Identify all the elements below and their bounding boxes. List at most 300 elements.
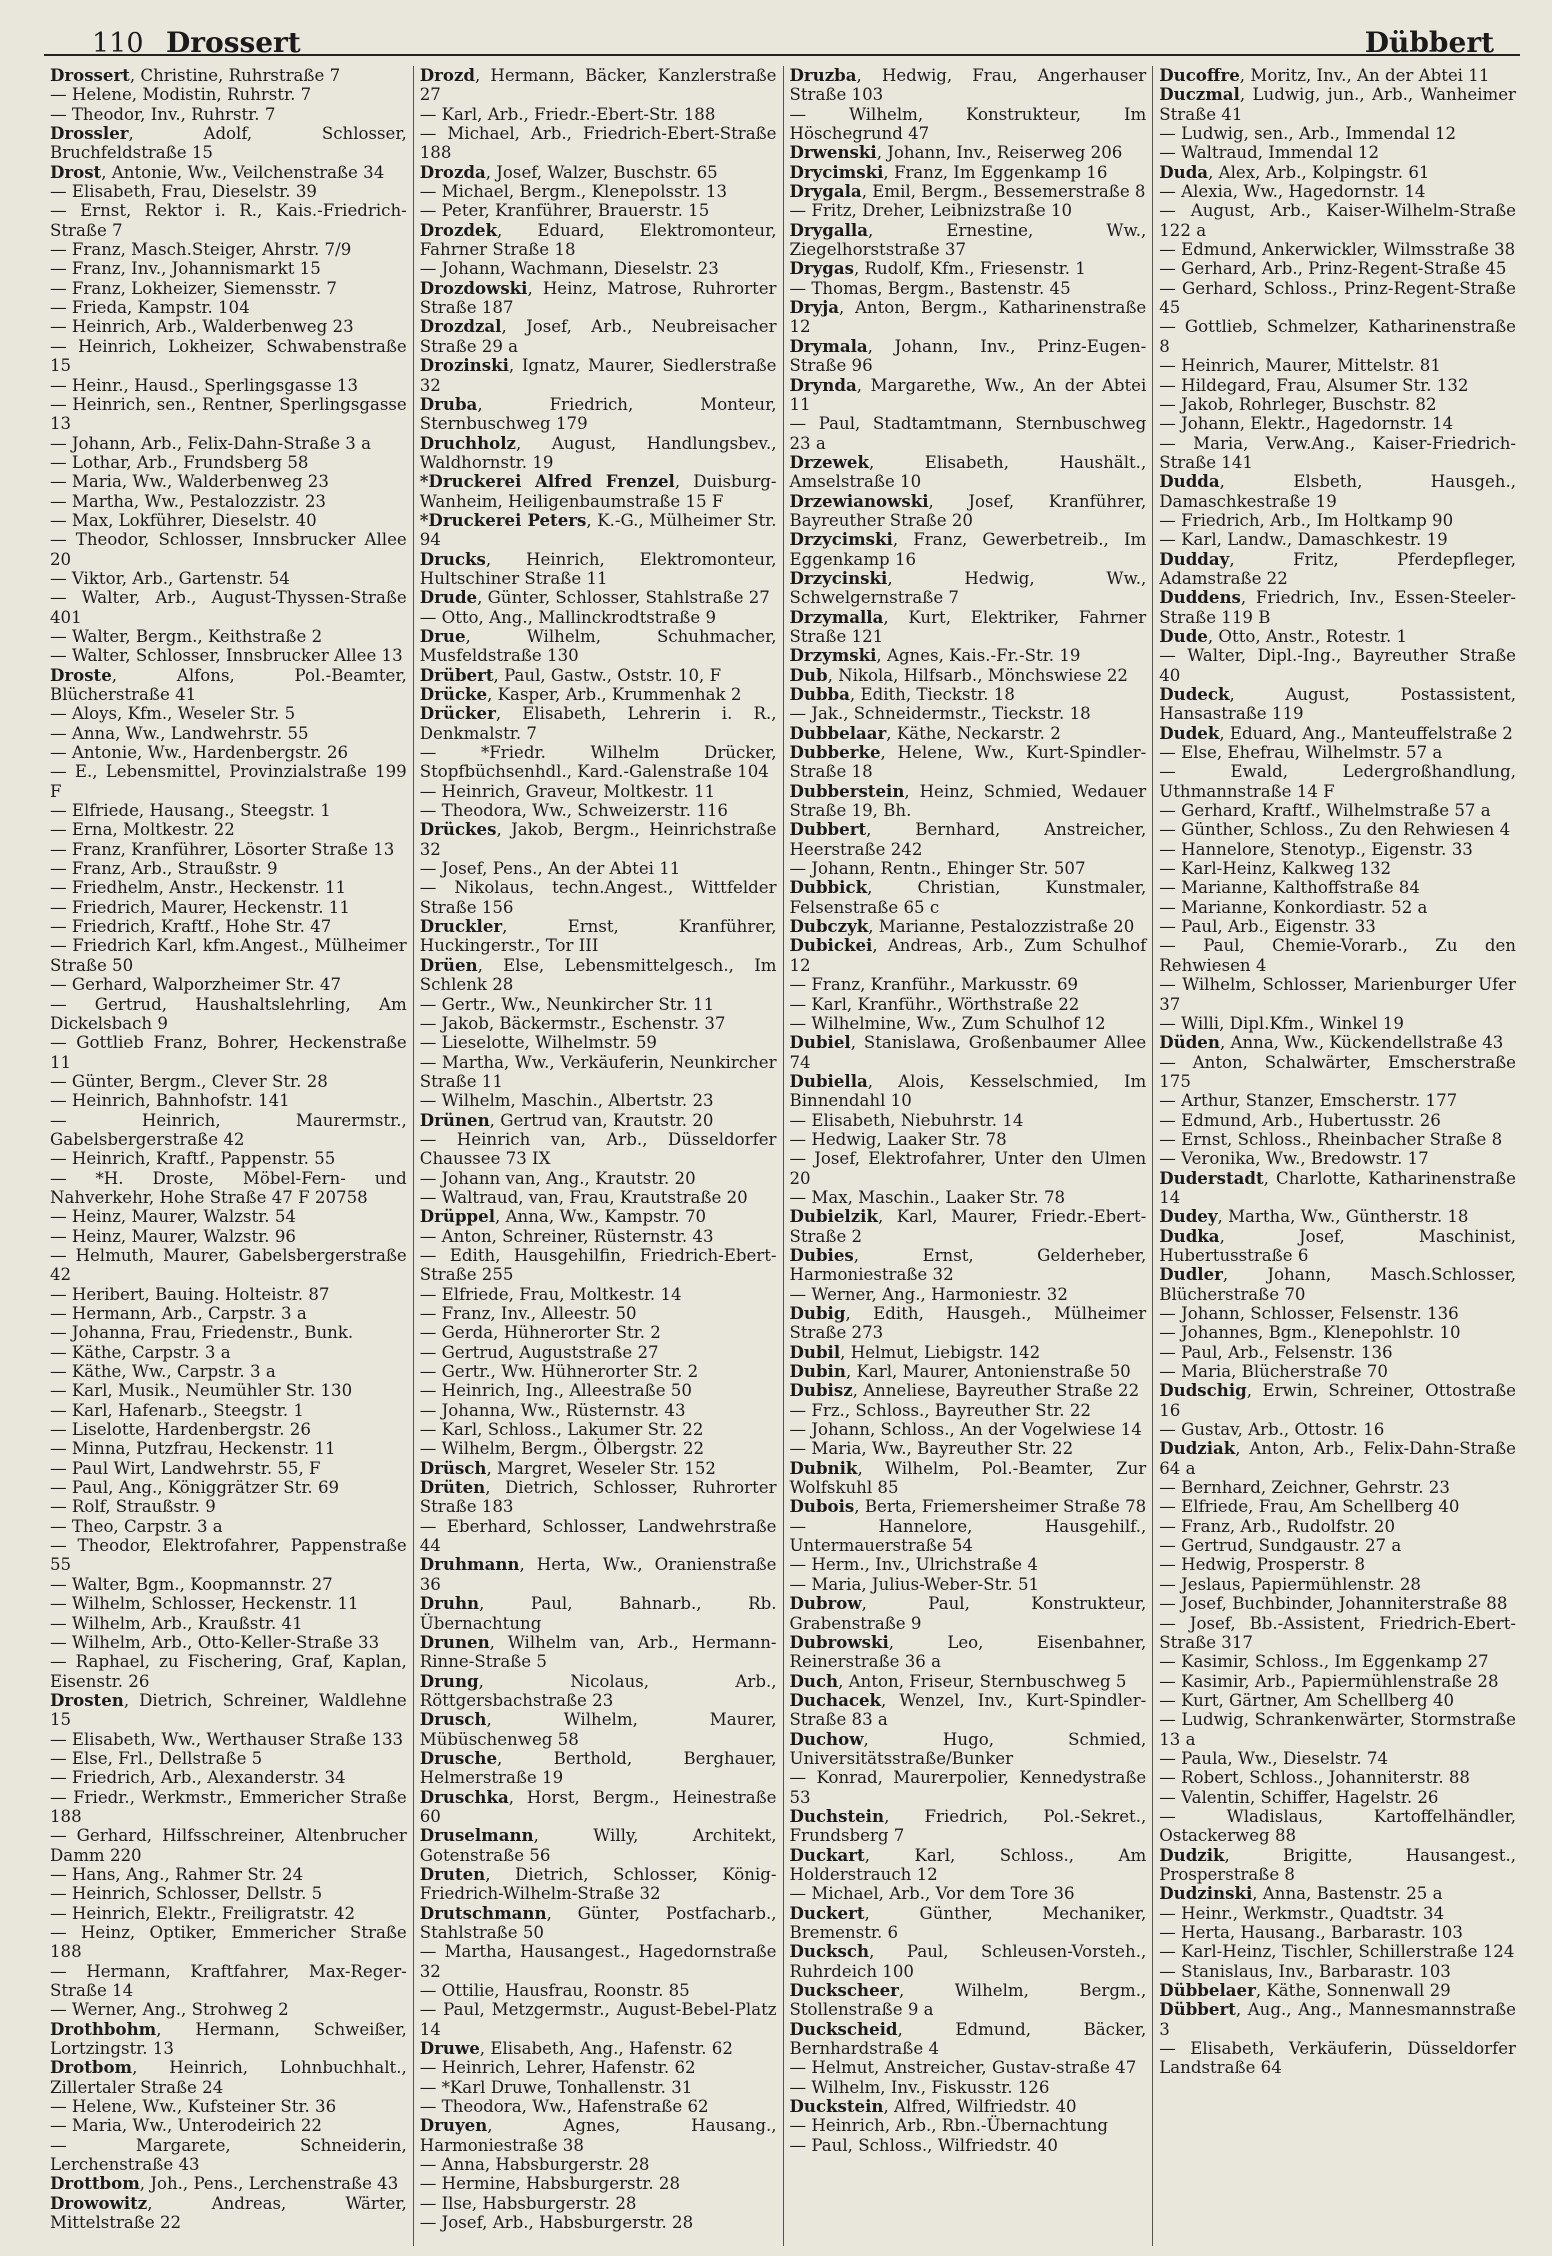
directory-entry: *Druckerei Peters, K.-G., Mülheimer Str. 94 — [419, 509, 777, 550]
directory-entry: — Johann, Wachmann, Dieselstr. 23 — [419, 259, 719, 279]
directory-entry: Drüen, Else, Lebensmittelgesch., Im Schlenk 28 — [419, 954, 777, 995]
directory-entry: — Anna, Ww., Landwehrstr. 55 — [50, 723, 309, 743]
entry-surname: Drost — [50, 161, 102, 182]
entry-surname: Dudzik — [1159, 1844, 1225, 1865]
directory-entry: — Gertrud, Sundgaustr. 27 a — [1159, 1536, 1402, 1556]
directory-entry: — Erna, Moltkestr. 22 — [50, 820, 235, 840]
directory-entry: — Gertrud, Haushaltslehrling, Am Dickelsbach 9 — [50, 994, 407, 1033]
directory-entry: — Maria, Ww., Walderbenweg 23 — [50, 472, 329, 492]
directory-entry: Druba, Friedrich, Monteur, Sternbuschweg 179 — [419, 393, 777, 434]
directory-entry: — Elisabeth, Ww., Werthauser Straße 133 — [50, 1729, 404, 1749]
directory-entry: — Frz., Schloss., Bayreuther Str. 22 — [789, 1400, 1091, 1420]
directory-entry: — Jak., Schneidermstr., Tieckstr. 18 — [789, 704, 1091, 724]
directory-entry: — Josef, Bb.-Assistent, Friedrich-Ebert-Straße 317 — [1159, 1613, 1516, 1652]
directory-entry: — Antonie, Ww., Hardenbergstr. 26 — [50, 743, 349, 763]
entry-surname: Dubil — [789, 1341, 841, 1362]
directory-entry: — Karl, Hafenarb., Steegstr. 1 — [50, 1400, 304, 1420]
directory-entry: — Ludwig, Schrankenwärter, Stormstraße 13 a — [1159, 1710, 1516, 1749]
directory-entry: — Herta, Hausang., Barbarastr. 103 — [1159, 1923, 1463, 1942]
directory-entry: — Hildegard, Frau, Alsumer Str. 132 — [1159, 375, 1469, 395]
entry-surname: Drossler — [50, 123, 129, 144]
directory-entry: — Friedrich, Arb., Im Holtkamp 90 — [1159, 510, 1454, 530]
directory-entry: — Stanislaus, Inv., Barbarastr. 103 — [1159, 1961, 1451, 1981]
directory-entry: Dubielzik, Karl, Maurer, Friedr.-Ebert-Straße 2 — [789, 1206, 1147, 1246]
directory-entry: Duckart, Karl, Schloss., Am Holderstrauch 12 — [789, 1844, 1147, 1884]
directory-entry: — Kasimir, Arb., Papiermühlenstraße 28 — [1159, 1671, 1499, 1691]
entry-surname: Drüen — [419, 954, 478, 975]
directory-entry: — Else, Ehefrau, Wilhelmstr. 57 a — [1159, 743, 1443, 763]
directory-entry: — Hedwig, Laaker Str. 78 — [789, 1129, 1007, 1149]
directory-entry: Drotbom, Heinrich, Lohnbuchhalt., Zillertaler Straße 24 — [50, 2057, 407, 2097]
directory-entry: Drycimski, Franz, Im Eggenkamp 16 — [789, 161, 1108, 182]
directory-entry: — Waltraud, Immendal 12 — [1159, 143, 1380, 163]
directory-entry: — Paul, Ang., Königgrätzer Str. 69 — [50, 1478, 340, 1498]
directory-entry: — Alexia, Ww., Hagedornstr. 14 — [1159, 182, 1426, 202]
directory-entry: — Otto, Ang., Mallinckrodtstraße 9 — [419, 607, 717, 627]
right-guide-word: Dübbert — [1364, 26, 1494, 59]
directory-entry: Drückes, Jakob, Bergm., Heinrichstraße 32 — [419, 819, 777, 859]
entry-surname: Drygalla — [789, 219, 868, 240]
directory-entry: — Theodor, Inv., Ruhrstr. 7 — [50, 104, 276, 124]
directory-entry: — Theodora, Ww., Schweizerstr. 116 — [419, 801, 728, 821]
directory-entry: Dudka, Josef, Maschinist, Hubertusstraße 6 — [1159, 1225, 1516, 1265]
directory-entry: — Aloys, Kfm., Weseler Str. 5 — [50, 704, 296, 724]
directory-entry: — Friedrich, Arb., Alexanderstr. 34 — [50, 1768, 346, 1788]
directory-entry: — August, Arb., Kaiser-Wilhelm-Straße 122 a — [1159, 201, 1516, 240]
directory-entry: — Gertr., Ww. Hühnerorter Str. 2 — [419, 1362, 699, 1382]
entry-surname: Drottbom — [50, 2173, 140, 2194]
directory-entry: Drwenski, Johann, Inv., Reiserweg 206 — [789, 142, 1123, 163]
directory-entry: — Ludwig, sen., Arb., Immendal 12 — [1159, 124, 1457, 144]
directory-entry: — Elisabeth, Frau, Dieselstr. 39 — [50, 182, 317, 202]
entry-surname: Drozd — [419, 66, 475, 85]
directory-entry: Dubnik, Wilhelm, Pol.-Beamter, Zur Wolfskuhl 85 — [789, 1457, 1147, 1498]
directory-entry: — Hans, Ang., Rahmer Str. 24 — [50, 1864, 304, 1884]
directory-entry: — Rolf, Straußstr. 9 — [50, 1497, 216, 1517]
directory-entry: — Johanna, Ww., Rüsternstr. 43 — [419, 1400, 686, 1420]
directory-entry: — Paul, Arb., Eigenstr. 33 — [1159, 917, 1376, 937]
directory-entry: Dubin, Karl, Maurer, Antonienstraße 50 — [789, 1361, 1131, 1382]
directory-entry: — Bernhard, Zeichner, Gehrstr. 23 — [1159, 1478, 1450, 1498]
directory-entry: Duddens, Friedrich, Inv., Essen-Steeler-Straße 119 B — [1159, 587, 1516, 627]
directory-entry: Dub, Nikola, Hilfsarb., Mönchswiese 22 — [789, 664, 1128, 685]
directory-entry: — Wilhelm, Arb., Kraußstr. 41 — [50, 1613, 303, 1633]
directory-entry: — Theo, Carpstr. 3 a — [50, 1516, 223, 1536]
entry-surname: Dudler — [1159, 1264, 1223, 1285]
directory-entry: Druhmann, Herta, Ww., Oranienstraße 36 — [419, 1554, 777, 1594]
directory-entry: Druten, Dietrich, Schlosser, König-Friedrich-Wilhelm-Straße 32 — [419, 1863, 777, 1904]
directory-entry: — Arthur, Stanzer, Emscherstr. 177 — [1159, 1091, 1458, 1111]
entry-surname: Dudday — [1159, 548, 1230, 569]
directory-entry: Drzymski, Agnes, Kais.-Fr.-Str. 19 — [789, 645, 1081, 666]
directory-entry: — Edmund, Ankerwickler, Wilmsstraße 38 — [1159, 240, 1516, 260]
directory-entry: — Maria, Verw.Ang., Kaiser-Friedrich-Straße 141 — [1159, 433, 1516, 472]
entry-surname: Dudek — [1159, 722, 1220, 743]
entry-surname: Drunen — [419, 1631, 490, 1652]
directory-entry: — Heinrich, sen., Rentner, Sperlingsgasse 13 — [50, 394, 407, 434]
directory-entry: Druyen, Agnes, Hausang., Harmoniestraße 38 — [419, 2115, 777, 2155]
directory-entry: — Maria, Blücherstraße 70 — [1159, 1362, 1388, 1382]
directory-entry: — Karl, Musik., Neumühler Str. 130 — [50, 1381, 353, 1401]
directory-entry: — Eberhard, Schlosser, Landwehrstraße 44 — [419, 1516, 777, 1556]
directory-entry: — Theodora, Ww., Hafenstraße 62 — [419, 2097, 709, 2117]
directory-entry: — Jakob, Bäckermstr., Eschenstr. 37 — [419, 1013, 726, 1033]
directory-entry: — Gerhard, Kraftf., Wilhelmstraße 57 a — [1159, 801, 1491, 821]
entry-surname: Dub — [789, 664, 828, 685]
entry-surname: Drusche — [419, 1747, 498, 1768]
directory-entry: — Liselotte, Hardenbergstr. 26 — [50, 1420, 311, 1440]
page-number: 110 — [92, 28, 144, 59]
directory-entry: — Karl, Schloss., Lakumer Str. 22 — [419, 1420, 704, 1440]
directory-entry: Druzba, Hedwig, Frau, Angerhauser Straße 103 — [789, 66, 1147, 105]
directory-entry: — *Karl Druwe, Tonhallenstr. 31 — [419, 2077, 693, 2097]
directory-entry: — Wilhelm, Inv., Fiskusstr. 126 — [789, 2077, 1050, 2097]
directory-entry: — Werner, Ang., Strohweg 2 — [50, 2000, 289, 2020]
directory-entry: Dudler, Johann, Masch.Schlosser, Blücherstraße 70 — [1159, 1264, 1516, 1304]
entry-surname: Duderstadt — [1159, 1167, 1264, 1188]
entry-surname: Drücker — [419, 703, 496, 724]
directory-entry: Drozdowski, Heinz, Matrose, Ruhrorter Straße 187 — [419, 277, 777, 318]
entry-surname: Drzycinski — [789, 567, 888, 588]
entry-surname: Dubin — [789, 1361, 846, 1382]
directory-entry: — Karl, Landw., Damaschkestr. 19 — [1159, 530, 1448, 550]
directory-entry: Drozdek, Eduard, Elektromonteur, Fahrner Straße 18 — [419, 219, 777, 260]
entry-surname: Dudzinski — [1159, 1883, 1253, 1904]
entry-surname: Duchow — [789, 1728, 864, 1749]
directory-entry: Dubrow, Paul, Konstrukteur, Grabenstraße 9 — [789, 1593, 1147, 1633]
directory-entry: Dudzik, Brigitte, Hausangest., Prosperstraße 8 — [1159, 1844, 1516, 1884]
directory-entry: — Heinrich, Arb., Walderbenweg 23 — [50, 317, 354, 337]
entry-surname: Drozinski — [419, 355, 509, 376]
directory-entry: Drüten, Dietrich, Schlosser, Ruhrorter Straße 183 — [419, 1477, 777, 1517]
directory-entry: Drücke, Kasper, Arb., Krummenhak 2 — [419, 684, 742, 704]
directory-entry: — Heinrich, Arb., Rbn.-Übernachtung — [789, 2116, 1109, 2136]
directory-entry: Ducksch, Paul, Schleusen-Vorsteh., Ruhrdeich 100 — [789, 1941, 1147, 1981]
directory-entry: Dude, Otto, Anstr., Rotestr. 1 — [1159, 625, 1408, 646]
directory-entry: — Günter, Bergm., Clever Str. 28 — [50, 1071, 328, 1091]
directory-entry: — Johannes, Bgm., Klenepohlstr. 10 — [1159, 1323, 1461, 1343]
entry-surname: Dubberke — [789, 742, 881, 763]
directory-entry: — Karl, Arb., Friedr.-Ebert-Str. 188 — [419, 104, 716, 124]
directory-columns — [44, 66, 1522, 2246]
column-4 — [1153, 66, 1522, 2246]
directory-entry: — Werner, Ang., Harmoniestr. 32 — [789, 1284, 1068, 1304]
directory-entry: — Marianne, Kalthoffstraße 84 — [1159, 878, 1420, 898]
entry-surname: Ducksch — [789, 1941, 870, 1962]
directory-entry: — Ottilie, Hausfrau, Roonstr. 85 — [419, 1981, 690, 2001]
directory-entry: — Theodor, Schlosser, Innsbrucker Allee 20 — [50, 530, 407, 569]
entry-surname: Drüten — [419, 1477, 486, 1498]
entry-surname: Dubisz — [789, 1380, 853, 1401]
directory-entry: Drucks, Heinrich, Elektromonteur, Hultschiner Straße 11 — [419, 548, 777, 588]
directory-entry: Duckscheer, Wilhelm, Bergm., Stollenstraße 9 a — [789, 1980, 1147, 2020]
directory-entry: Drossler, Adolf, Schlosser, Bruchfeldstraße 15 — [50, 123, 407, 163]
entry-surname: *Druckerei Peters — [419, 509, 587, 530]
directory-entry: — Wilhelm, Schlosser, Heckenstr. 11 — [50, 1594, 359, 1614]
header-rule — [44, 54, 1520, 56]
entry-surname: Dudda — [1159, 471, 1220, 492]
directory-entry: Drosten, Dietrich, Schreiner, Waldlehne 15 — [50, 1689, 407, 1730]
directory-entry: Duda, Alex, Arb., Kolpingstr. 61 — [1159, 161, 1430, 182]
directory-entry: — Günther, Schloss., Zu den Rehwiesen 4 — [1159, 820, 1511, 840]
directory-entry: — Hermann, Kraftfahrer, Max-Reger-Straße 14 — [50, 1961, 407, 2001]
directory-entry: — Elfriede, Frau, Moltkestr. 14 — [419, 1284, 682, 1304]
directory-entry: — Johann, Arb., Felix-Dahn-Straße 3 a — [50, 433, 372, 453]
directory-entry: — Anna, Habsburgerstr. 28 — [419, 2155, 650, 2175]
directory-entry: Ducoffre, Moritz, Inv., An der Abtei 11 — [1159, 66, 1490, 85]
entry-surname: Dude — [1159, 625, 1208, 646]
directory-entry: — Hermann, Arb., Carpstr. 3 a — [50, 1304, 307, 1323]
entry-surname: Drotbom — [50, 2057, 133, 2078]
directory-entry: — Elfriede, Hausang., Steegstr. 1 — [50, 801, 331, 821]
directory-entry: — Johann, Elektr., Hagedornstr. 14 — [1159, 414, 1454, 434]
directory-entry: Dubiella, Alois, Kesselschmied, Im Binnendahl 10 — [789, 1070, 1147, 1111]
directory-entry: Drüppel, Anna, Ww., Kampstr. 70 — [419, 1206, 707, 1227]
directory-entry: — Ernst, Schloss., Rheinbacher Straße 8 — [1159, 1129, 1503, 1149]
directory-entry: — Franz, Arb., Straußstr. 9 — [50, 859, 278, 879]
entry-surname: Duczmal — [1159, 84, 1240, 105]
directory-entry: Drygala, Emil, Bergm., Bessemerstraße 8 — [789, 181, 1146, 202]
entry-surname: Duckert — [789, 1902, 865, 1923]
entry-surname: Drübert — [419, 664, 494, 685]
directory-entry: Drozd, Hermann, Bäcker, Kanzlerstraße 27 — [419, 66, 777, 105]
entry-surname: Drothbohm — [50, 2018, 157, 2039]
directory-entry: Dubbick, Christian, Kunstmaler, Felsenstraße 65 c — [789, 877, 1147, 917]
directory-entry: — Franz, Inv., Johannismarkt 15 — [50, 259, 321, 279]
directory-entry: — Paul, Stadtamtmann, Sternbuschweg 23 a — [789, 414, 1147, 453]
directory-entry: — Josef, Pens., An der Abtei 11 — [419, 859, 681, 879]
directory-entry: — Gerhard, Walporzheimer Str. 47 — [50, 975, 342, 995]
directory-entry: — Wilhelm, Konstrukteur, Im Höschegrund 47 — [789, 104, 1147, 144]
directory-entry: — Heribert, Bauing. Holteistr. 87 — [50, 1284, 330, 1304]
entry-surname: Dudschig — [1159, 1380, 1247, 1401]
entry-surname: Dubrow — [789, 1593, 862, 1614]
directory-entry: — Heinrich, Kraftf., Pappenstr. 55 — [50, 1149, 336, 1169]
directory-entry: — Hermine, Habsburgerstr. 28 — [419, 2174, 681, 2194]
directory-entry: Druwe, Elisabeth, Ang., Hafenstr. 62 — [419, 2038, 733, 2059]
directory-entry: — Waltraud, van, Frau, Krautstraße 20 — [419, 1187, 748, 1207]
entry-surname: Drycimski — [789, 161, 884, 182]
directory-entry: — Käthe, Carpstr. 3 a — [50, 1342, 231, 1362]
directory-entry: Drübert, Paul, Gastw., Oststr. 10, F — [419, 664, 722, 685]
directory-entry: — Maria, Julius-Weber-Str. 51 — [789, 1574, 1040, 1594]
directory-entry: — Martha, Ww., Pestalozzistr. 23 — [50, 491, 326, 511]
directory-entry: Dudday, Fritz, Pferdepfleger, Adamstraße 22 — [1159, 548, 1516, 588]
directory-entry: Dudzinski, Anna, Bastenstr. 25 a — [1159, 1883, 1443, 1904]
directory-entry: Drusch, Wilhelm, Maurer, Mübüschenweg 58 — [419, 1709, 777, 1749]
entry-surname: Dubbelaar — [789, 722, 887, 743]
directory-entry: Drozdzal, Josef, Arb., Neubreisacher Straße 29 a — [419, 316, 777, 356]
directory-entry: Drzymalla, Kurt, Elektriker, Fahrner Straße 121 — [789, 606, 1147, 646]
directory-entry: — Hedwig, Prosperstr. 8 — [1159, 1555, 1366, 1575]
column-1 — [44, 66, 414, 2246]
directory-entry: — Theodor, Elektrofahrer, Pappenstraße 55 — [50, 1536, 407, 1575]
directory-entry: — Viktor, Arb., Gartenstr. 54 — [50, 568, 290, 588]
directory-entry: Drung, Nicolaus, Arb., Röttgersbachstraße 23 — [419, 1670, 777, 1710]
directory-entry: Dudda, Elsbeth, Hausgeh., Damaschkestraße 19 — [1159, 471, 1516, 511]
directory-entry: Druhn, Paul, Bahnarb., Rb. Übernachtung — [419, 1593, 777, 1633]
directory-entry: — Franz, Inv., Alleestr. 50 — [419, 1304, 637, 1323]
directory-entry: Dubois, Berta, Friemersheimer Straße 78 — [789, 1496, 1147, 1517]
directory-entry: Drüsch, Margret, Weseler Str. 152 — [419, 1457, 716, 1478]
directory-entry: — Elfriede, Frau, Am Schellberg 40 — [1159, 1497, 1460, 1517]
directory-entry: — Paula, Ww., Dieselstr. 74 — [1159, 1748, 1389, 1768]
directory-entry: — Gerhard, Schloss., Prinz-Regent-Straße 45 — [1159, 278, 1516, 318]
directory-entry: — Karl-Heinz, Tischler, Schillerstraße 124 — [1159, 1942, 1515, 1962]
directory-entry: Duchstein, Friedrich, Pol.-Sekret., Frundsberg 7 — [789, 1805, 1147, 1846]
directory-entry: — Frieda, Kampstr. 104 — [50, 298, 250, 318]
directory-entry: — Michael, Arb., Friedrich-Ebert-Straße 188 — [419, 124, 777, 163]
directory-entry: — Ilse, Habsburgerstr. 28 — [419, 2193, 637, 2213]
directory-entry: — Margarete, Schneiderin, Lerchenstraße 43 — [50, 2135, 407, 2175]
entry-surname: Druten — [419, 1863, 486, 1884]
directory-entry: — Helene, Modistin, Ruhrstr. 7 — [50, 85, 312, 105]
directory-entry: — Anton, Schalwärter, Emscherstraße 175 — [1159, 1052, 1516, 1091]
directory-entry: Drygas, Rudolf, Kfm., Friesenstr. 1 — [789, 258, 1086, 279]
directory-entry: — Peter, Kranführer, Brauerstr. 15 — [419, 201, 710, 221]
directory-entry: Dubig, Edith, Hausgeh., Mülheimer Straße 273 — [789, 1303, 1147, 1343]
entry-surname: Drusch — [419, 1709, 487, 1730]
directory-entry: Dudziak, Anton, Arb., Felix-Dahn-Straße 64 a — [1159, 1438, 1516, 1478]
directory-entry: — Johann van, Ang., Krautstr. 20 — [419, 1168, 696, 1188]
directory-entry: — Ewald, Ledergroßhandlung, Uthmannstraße 14 F — [1159, 762, 1516, 801]
directory-entry: Duckstein, Alfred, Wilfriedstr. 40 — [789, 2096, 1077, 2117]
entry-surname: Drüsch — [419, 1457, 487, 1478]
directory-entry: — *Friedr. Wilhelm Drücker, Stopfbüchsenhdl., Kard.-Galenstraße 104 — [419, 743, 777, 782]
directory-entry: Duderstadt, Charlotte, Katharinenstraße 14 — [1159, 1167, 1516, 1207]
directory-entry: — Walter, Dipl.-Ing., Bayreuther Straße 40 — [1159, 646, 1516, 685]
directory-entry: — Friedrich, Kraftf., Hohe Str. 47 — [50, 917, 332, 937]
directory-entry: Dudey, Martha, Ww., Güntherstr. 18 — [1159, 1206, 1469, 1227]
directory-entry: Dubbelaar, Käthe, Neckarstr. 2 — [789, 722, 1061, 743]
directory-entry: — Kurt, Gärtner, Am Schellberg 40 — [1159, 1690, 1455, 1710]
entry-surname: Droste — [50, 664, 112, 685]
directory-entry: — Paul, Chemie-Vorarb., Zu den Rehwiesen 4 — [1159, 936, 1516, 975]
entry-surname: Dudeck — [1159, 684, 1230, 704]
directory-entry: — Käthe, Ww., Carpstr. 3 a — [50, 1362, 276, 1382]
entry-surname: Dubielzik — [789, 1206, 878, 1227]
directory-entry: Duch, Anton, Friseur, Sternbuschweg 5 — [789, 1670, 1127, 1691]
entry-surname: Drüppel — [419, 1206, 496, 1227]
directory-entry: Drozinski, Ignatz, Maurer, Siedlerstraße 32 — [419, 355, 777, 395]
directory-entry: — Johann, Schlosser, Felsenstr. 136 — [1159, 1304, 1459, 1323]
directory-entry: — Wilhelm, Schlosser, Marienburger Ufer 37 — [1159, 975, 1516, 1014]
entry-surname: Drygala — [789, 181, 862, 202]
directory-entry: — Gerhard, Hilfsschreiner, Altenbrucher Damm 220 — [50, 1826, 407, 1865]
directory-entry: — Max, Lokführer, Dieselstr. 40 — [50, 510, 317, 530]
directory-entry: — Edmund, Arb., Hubertusstr. 26 — [1159, 1110, 1441, 1130]
directory-entry: — Paul, Schloss., Wilfriedstr. 40 — [789, 2135, 1058, 2155]
directory-entry: — Karl-Heinz, Kalkweg 132 — [1159, 859, 1392, 879]
directory-entry: — Franz, Kranführer, Lösorter Straße 13 — [50, 839, 395, 859]
directory-entry: — Willi, Dipl.Kfm., Winkel 19 — [1159, 1013, 1404, 1033]
directory-entry: — Helmuth, Maurer, Gabelsbergerstraße 42 — [50, 1245, 407, 1285]
directory-entry: Dübbelaer, Käthe, Sonnenwall 29 — [1159, 1980, 1451, 2001]
entry-surname: Dudka — [1159, 1225, 1220, 1246]
entry-surname: Dryja — [789, 297, 840, 318]
directory-entry: — Johann, Rentn., Ehinger Str. 507 — [789, 859, 1086, 879]
directory-entry: — Gerda, Hühnerorter Str. 2 — [419, 1323, 661, 1343]
directory-entry: — Lothar, Arb., Frundsberg 58 — [50, 452, 309, 472]
directory-entry: — Heinrich, Maurermstr., Gabelsbergerstraße 42 — [50, 1110, 407, 1149]
directory-entry: Düden, Anna, Ww., Kückendellstraße 43 — [1159, 1032, 1504, 1053]
directory-entry: Dudschig, Erwin, Schreiner, Ottostraße 16 — [1159, 1380, 1516, 1420]
entry-surname: Dubiel — [789, 1032, 851, 1053]
entry-surname: Drucks — [419, 548, 486, 569]
entry-surname: Dubiella — [789, 1070, 868, 1091]
entry-surname: Drossert — [50, 66, 130, 85]
directory-entry: Dübbert, Aug., Ang., Mannesmannstraße 3 — [1159, 1999, 1516, 2039]
directory-entry: Drzycinski, Hedwig, Ww., Schwelgernstraße 7 — [789, 567, 1147, 608]
entry-surname: Drzewek — [789, 451, 869, 472]
entry-surname: Düden — [1159, 1032, 1220, 1053]
directory-entry: Drottbom, Joh., Pens., Lerchenstraße 43 — [50, 2173, 399, 2194]
directory-entry: — Heinz, Maurer, Walzstr. 96 — [50, 1226, 296, 1246]
directory-entry: — Fritz, Dreher, Leibnizstraße 10 — [789, 201, 1073, 221]
entry-surname: Drzymski — [789, 645, 877, 666]
entry-surname: Druckler — [419, 916, 503, 937]
directory-entry: — Raphael, zu Fischering, Graf, Kaplan, Eisenstr. 26 — [50, 1652, 407, 1691]
directory-entry: Druselmann, Willy, Architekt, Gotenstraße 56 — [419, 1825, 777, 1865]
directory-entry: — Paul, Metzgermstr., August-Bebel-Platz 14 — [419, 2000, 777, 2039]
directory-entry: Drunen, Wilhelm van, Arb., Hermann-Rinne-Straße 5 — [419, 1631, 777, 1672]
entry-surname: Drude — [419, 587, 478, 608]
directory-entry: — Veronika, Ww., Bredowstr. 17 — [1159, 1149, 1429, 1169]
directory-entry: — Heinrich, Bahnhofstr. 141 — [50, 1091, 290, 1111]
directory-entry: Drost, Antonie, Ww., Veilchenstraße 34 — [50, 161, 385, 182]
entry-surname: Dudey — [1159, 1206, 1218, 1227]
directory-entry: — Heinrich, Lehrer, Hafenstr. 62 — [419, 2058, 696, 2078]
entry-surname: Duckart — [789, 1844, 865, 1865]
directory-entry: Dubrowski, Leo, Eisenbahner, Reinerstraße 36 a — [789, 1631, 1147, 1672]
directory-entry: Drzycimski, Franz, Gewerbetreib., Im Eggenkamp 16 — [789, 529, 1147, 569]
directory-entry: — Jeslaus, Papiermühlenstr. 28 — [1159, 1574, 1421, 1594]
entry-surname: Drzycimski — [789, 529, 893, 550]
directory-entry: Dubberstein, Heinz, Schmied, Wedauer Straße 19, Bh. — [789, 780, 1147, 821]
directory-entry: — Karl, Kranführ., Wörthstraße 22 — [789, 994, 1080, 1014]
directory-entry: — Gottlieb, Schmelzer, Katharinenstraße 8 — [1159, 317, 1516, 356]
directory-entry: — Wilhelm, Maschin., Albertstr. 23 — [419, 1091, 714, 1111]
directory-entry: Dubickei, Andreas, Arb., Zum Schulhof 12 — [789, 935, 1147, 975]
entry-surname: Drygas — [789, 258, 854, 279]
entry-surname: Drzymalla — [789, 606, 884, 627]
directory-entry: Druschka, Horst, Bergm., Heinestraße 60 — [419, 1786, 777, 1826]
directory-entry: — Martha, Hausangest., Hagedornstraße 32 — [419, 1942, 777, 1981]
directory-entry: — Nikolaus, techn.Angest., Wittfelder Straße 156 — [419, 878, 777, 917]
directory-entry: — Valentin, Schiffer, Hagelstr. 26 — [1159, 1787, 1439, 1807]
directory-entry: Drymala, Johann, Inv., Prinz-Eugen-Straße 96 — [789, 335, 1147, 376]
directory-entry: — Walter, Arb., August-Thyssen-Straße 401 — [50, 588, 407, 627]
entry-surname: Duchstein — [789, 1805, 885, 1826]
directory-entry: — Paul, Arb., Felsenstr. 136 — [1159, 1342, 1393, 1362]
directory-entry: — Heinr., Werkmstr., Quadtstr. 34 — [1159, 1903, 1445, 1923]
directory-entry: Drude, Günter, Schlosser, Stahlstraße 27 — [419, 587, 770, 608]
directory-entry: Dubies, Ernst, Gelderheber, Harmoniestraße 32 — [789, 1244, 1147, 1285]
entry-surname: Duckscheid — [789, 2018, 898, 2039]
directory-entry: — Thomas, Bergm., Bastenstr. 45 — [789, 278, 1071, 298]
entry-surname: Dubberstein — [789, 780, 905, 801]
directory-entry: — Elisabeth, Niebuhrstr. 14 — [789, 1110, 1024, 1130]
directory-entry: — Wilhelmine, Ww., Zum Schulhof 12 — [789, 1013, 1106, 1033]
entry-surname: Druhn — [419, 1593, 480, 1614]
entry-surname: Duckscheer — [789, 1980, 899, 2001]
directory-entry: Dubczyk, Marianne, Pestalozzistraße 20 — [789, 916, 1135, 937]
entry-surname: Dübbert — [1159, 1999, 1236, 2020]
directory-entry: — Heinrich, Ing., Alleestraße 50 — [419, 1381, 692, 1401]
entry-surname: Drymala — [789, 335, 868, 356]
directory-entry: — Marianne, Konkordiastr. 52 a — [1159, 897, 1428, 917]
entry-surname: Drue — [419, 625, 466, 646]
